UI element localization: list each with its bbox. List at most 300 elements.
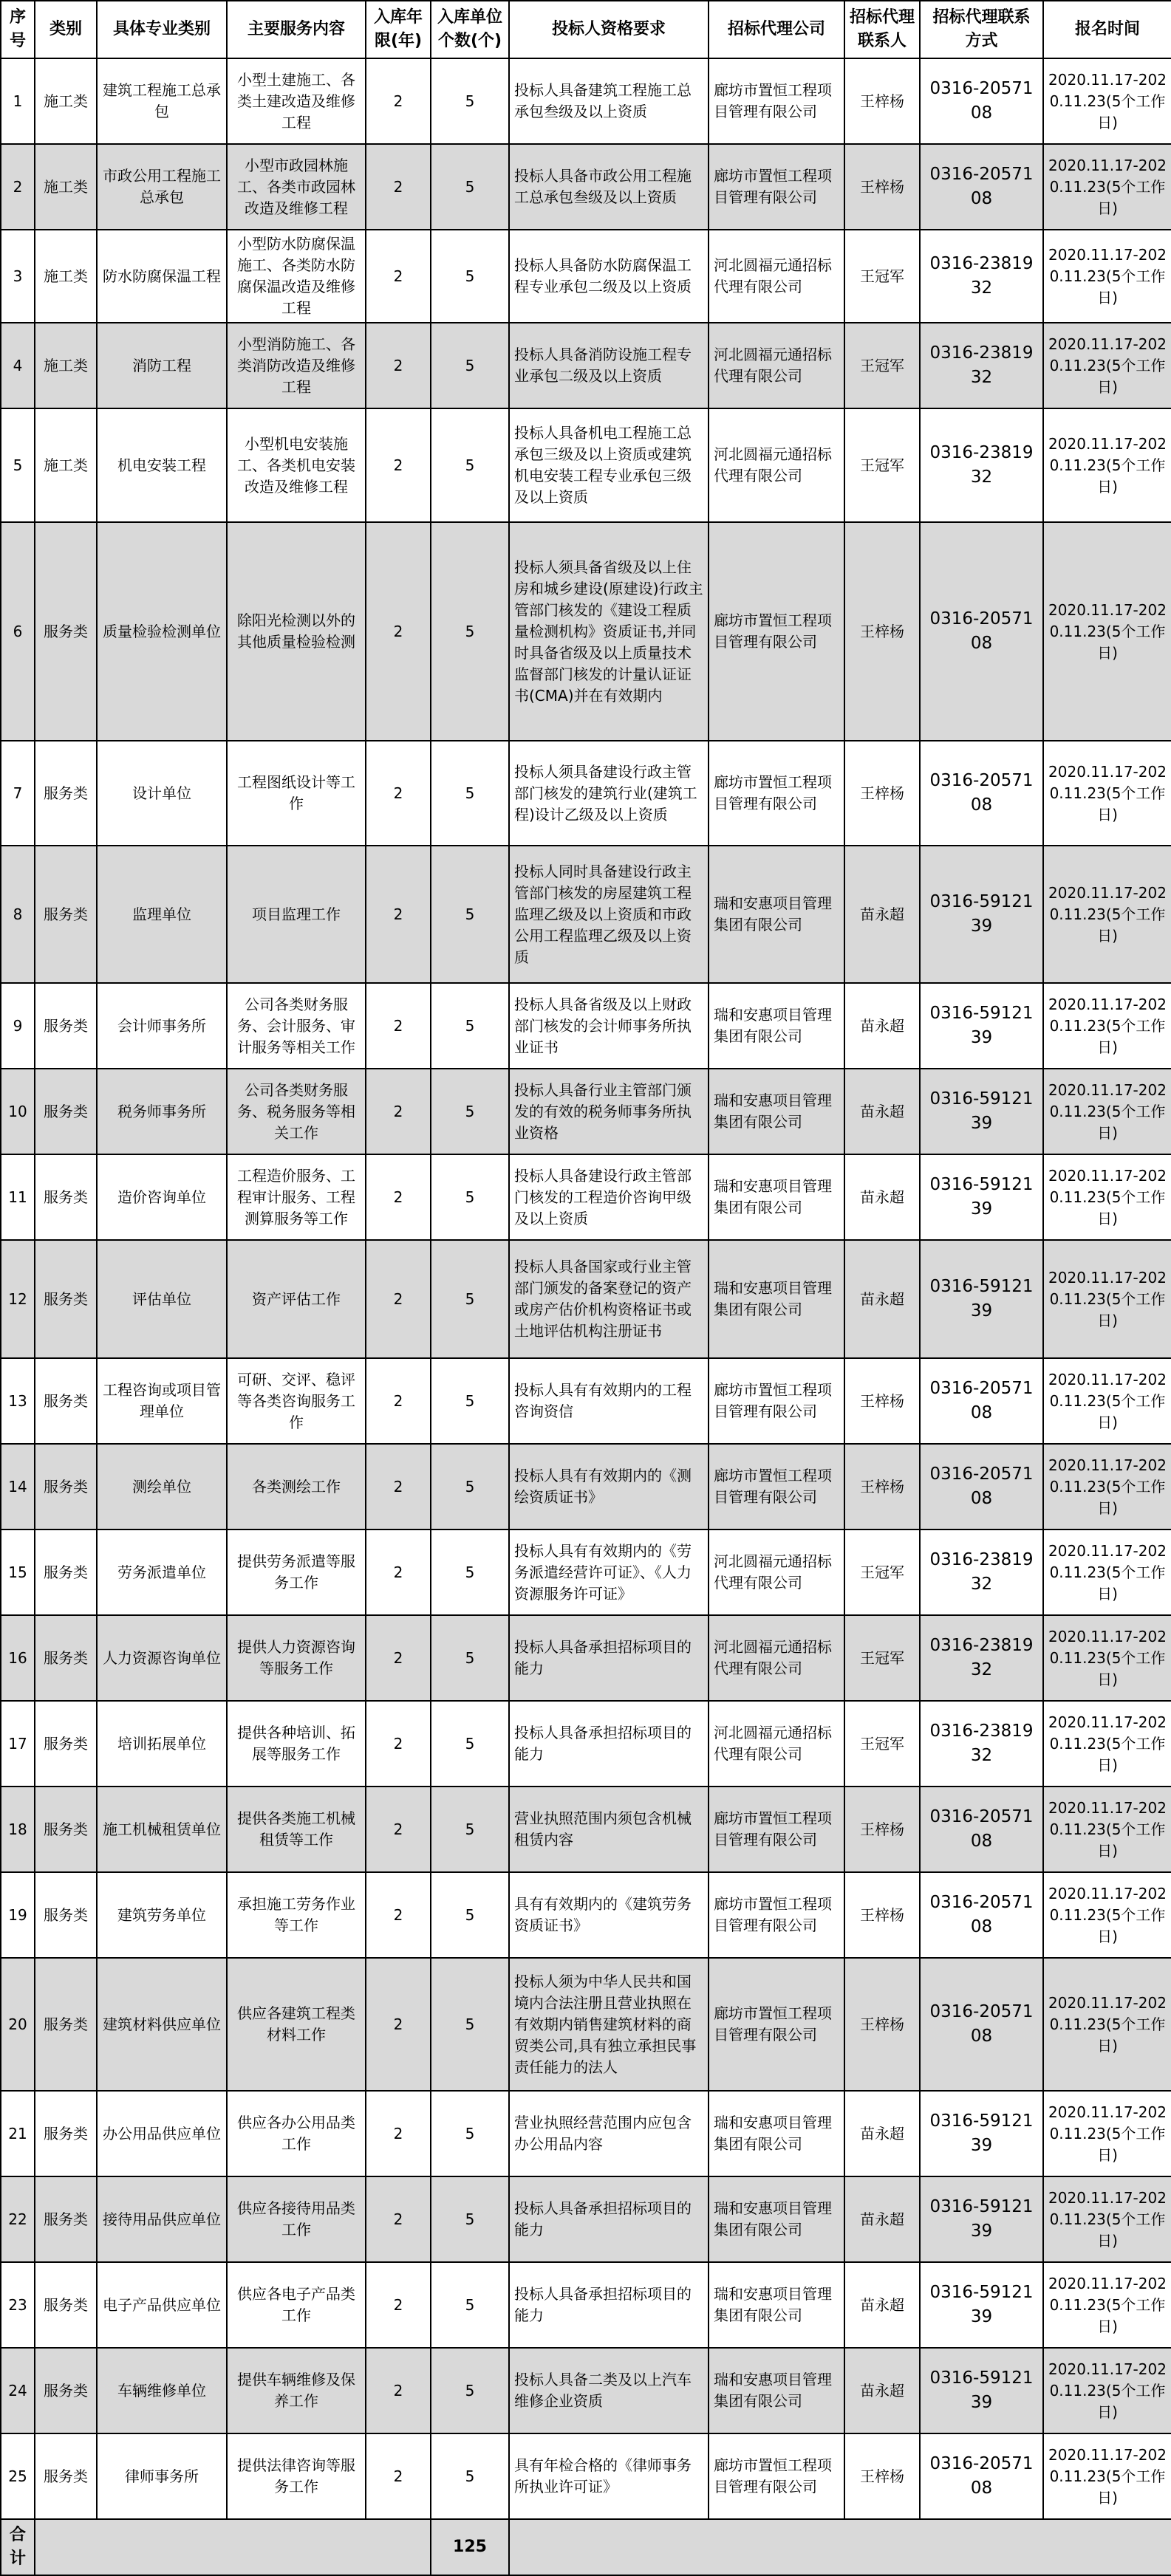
row-date: 2020.11.17-2020.11.23(5个工作日) [1043, 1358, 1171, 1444]
row-number: 22 [1, 2176, 35, 2262]
row-service-content: 供应各建筑工程类材料工作 [227, 1958, 366, 2091]
row-number: 11 [1, 1154, 35, 1240]
row-number: 19 [1, 1872, 35, 1958]
row-category: 服务类 [35, 1358, 97, 1444]
row-number: 20 [1, 1958, 35, 2091]
row-number: 13 [1, 1358, 35, 1444]
row-years: 2 [366, 1444, 431, 1530]
row-service-content: 工程造价服务、工程审计服务、工程测算服务等工作 [227, 1154, 366, 1240]
row-unit-count: 5 [431, 323, 509, 408]
row-phone: 0316-5912139 [920, 2262, 1043, 2348]
row-years: 2 [366, 230, 431, 323]
row-agency: 瑞和安惠项目管理集团有限公司 [709, 983, 844, 1069]
row-number: 16 [1, 1615, 35, 1701]
row-specialty: 造价咨询单位 [97, 1154, 227, 1240]
row-unit-count: 5 [431, 1787, 509, 1872]
header-no: 序号 [1, 1, 35, 58]
total-count: 125 [431, 2519, 509, 2575]
row-requirements: 投标人具有有效期内的《测绘资质证书》 [509, 1444, 709, 1530]
row-service-content: 项目监理工作 [227, 846, 366, 983]
row-number: 5 [1, 408, 35, 522]
row-agency: 瑞和安惠项目管理集团有限公司 [709, 1154, 844, 1240]
row-contact: 王冠军 [844, 323, 920, 408]
header-requirements: 投标人资格要求 [509, 1, 709, 58]
row-unit-count: 5 [431, 1872, 509, 1958]
row-date: 2020.11.17-2020.11.23(5个工作日) [1043, 2176, 1171, 2262]
row-number: 2 [1, 144, 35, 230]
table-row [1, 1444, 1171, 1530]
row-unit-count: 5 [431, 1530, 509, 1615]
row-years: 2 [366, 144, 431, 230]
header-date: 报名时间 [1043, 1, 1171, 58]
row-phone: 0316-2057108 [920, 741, 1043, 846]
row-contact: 王梓杨 [844, 741, 920, 846]
row-phone: 0316-5912139 [920, 2091, 1043, 2176]
row-requirements: 投标人具备市政公用工程施工总承包叁级及以上资质 [509, 144, 709, 230]
row-unit-count: 5 [431, 1240, 509, 1358]
row-specialty: 接待用品供应单位 [97, 2176, 227, 2262]
table-row [1, 1358, 1171, 1444]
row-years: 2 [366, 741, 431, 846]
row-phone: 0316-2057108 [920, 1787, 1043, 1872]
row-service-content: 提供劳务派遣等服务工作 [227, 1530, 366, 1615]
row-specialty: 税务师事务所 [97, 1069, 227, 1154]
table-row [1, 1615, 1171, 1701]
row-years: 2 [366, 2091, 431, 2176]
row-category: 服务类 [35, 983, 97, 1069]
row-contact: 王梓杨 [844, 1872, 920, 1958]
row-specialty: 设计单位 [97, 741, 227, 846]
row-category: 施工类 [35, 230, 97, 323]
row-number: 12 [1, 1240, 35, 1358]
row-phone: 0316-2057108 [920, 522, 1043, 741]
header-phone: 招标代理联系方式 [920, 1, 1043, 58]
row-unit-count: 5 [431, 1701, 509, 1787]
row-number: 1 [1, 58, 35, 144]
row-number: 7 [1, 741, 35, 846]
row-phone: 0316-2381932 [920, 1701, 1043, 1787]
row-contact: 王梓杨 [844, 1787, 920, 1872]
row-contact: 王梓杨 [844, 522, 920, 741]
row-specialty: 办公用品供应单位 [97, 2091, 227, 2176]
row-years: 2 [366, 522, 431, 741]
row-number: 14 [1, 1444, 35, 1530]
row-category: 施工类 [35, 58, 97, 144]
row-service-content: 承担施工劳务作业等工作 [227, 1872, 366, 1958]
row-years: 2 [366, 2262, 431, 2348]
row-number: 18 [1, 1787, 35, 1872]
row-date: 2020.11.17-2020.11.23(5个工作日) [1043, 1069, 1171, 1154]
row-years: 2 [366, 2348, 431, 2433]
row-requirements: 投标人具备行业主管部门颁发的有效的税务师事务所执业资格 [509, 1069, 709, 1154]
row-agency: 河北圆福元通招标代理有限公司 [709, 230, 844, 323]
row-category: 服务类 [35, 1240, 97, 1358]
row-agency: 廊坊市置恒工程项目管理有限公司 [709, 741, 844, 846]
table-row [1, 2433, 1171, 2519]
row-number: 23 [1, 2262, 35, 2348]
row-specialty: 车辆维修单位 [97, 2348, 227, 2433]
row-agency: 瑞和安惠项目管理集团有限公司 [709, 846, 844, 983]
row-contact: 王梓杨 [844, 1958, 920, 2091]
row-unit-count: 5 [431, 1444, 509, 1530]
header-years: 入库年限(年) [366, 1, 431, 58]
row-number: 15 [1, 1530, 35, 1615]
row-date: 2020.11.17-2020.11.23(5个工作日) [1043, 1615, 1171, 1701]
row-date: 2020.11.17-2020.11.23(5个工作日) [1043, 2262, 1171, 2348]
total-blank-left [35, 2519, 431, 2575]
header-service-content: 主要服务内容 [227, 1, 366, 58]
row-service-content: 小型市政园林施工、各类市政园林改造及维修工程 [227, 144, 366, 230]
row-specialty: 监理单位 [97, 846, 227, 983]
row-date: 2020.11.17-2020.11.23(5个工作日) [1043, 408, 1171, 522]
row-unit-count: 5 [431, 1615, 509, 1701]
row-requirements: 投标人具备承担招标项目的能力 [509, 2176, 709, 2262]
row-phone: 0316-2381932 [920, 323, 1043, 408]
row-requirements: 投标人具有有效期内的《劳务派遣经营许可证》、《人力资源服务许可证》 [509, 1530, 709, 1615]
row-specialty: 测绘单位 [97, 1444, 227, 1530]
header-category: 类别 [35, 1, 97, 58]
row-requirements: 投标人具备承担招标项目的能力 [509, 2262, 709, 2348]
row-contact: 王冠军 [844, 230, 920, 323]
row-specialty: 劳务派遣单位 [97, 1530, 227, 1615]
row-years: 2 [366, 846, 431, 983]
row-contact: 王梓杨 [844, 2433, 920, 2519]
row-unit-count: 5 [431, 58, 509, 144]
total-label: 合计 [1, 2519, 35, 2575]
row-requirements: 投标人具备二类及以上汽车维修企业资质 [509, 2348, 709, 2433]
row-agency: 瑞和安惠项目管理集团有限公司 [709, 1240, 844, 1358]
row-agency: 廊坊市置恒工程项目管理有限公司 [709, 144, 844, 230]
row-service-content: 公司各类财务服务、会计服务、审计服务等相关工作 [227, 983, 366, 1069]
row-agency: 廊坊市置恒工程项目管理有限公司 [709, 1358, 844, 1444]
row-years: 2 [366, 2176, 431, 2262]
row-requirements: 具有年检合格的《律师事务所执业许可证》 [509, 2433, 709, 2519]
row-agency: 瑞和安惠项目管理集团有限公司 [709, 2262, 844, 2348]
row-agency: 河北圆福元通招标代理有限公司 [709, 1701, 844, 1787]
row-service-content: 除阳光检测以外的其他质量检验检测 [227, 522, 366, 741]
row-contact: 王梓杨 [844, 144, 920, 230]
row-specialty: 建筑工程施工总承包 [97, 58, 227, 144]
row-years: 2 [366, 1701, 431, 1787]
table-row [1, 846, 1171, 983]
row-service-content: 提供人力资源咨询等服务工作 [227, 1615, 366, 1701]
table-row [1, 1069, 1171, 1154]
row-category: 服务类 [35, 2433, 97, 2519]
row-requirements: 营业执照经营范围内应包含办公用品内容 [509, 2091, 709, 2176]
row-requirements: 投标人具备国家或行业主管部门颁发的备案登记的资产或房产估价机构资格证书或土地评估机构注册证书 [509, 1240, 709, 1358]
row-years: 2 [366, 1069, 431, 1154]
row-category: 服务类 [35, 1787, 97, 1872]
row-agency: 廊坊市置恒工程项目管理有限公司 [709, 1787, 844, 1872]
row-phone: 0316-5912139 [920, 2348, 1043, 2433]
row-agency: 河北圆福元通招标代理有限公司 [709, 323, 844, 408]
row-requirements: 投标人须具备建设行政主管部门核发的建筑行业(建筑工程)设计乙级及以上资质 [509, 741, 709, 846]
row-contact: 王冠军 [844, 1615, 920, 1701]
row-unit-count: 5 [431, 2262, 509, 2348]
row-phone: 0316-2057108 [920, 1444, 1043, 1530]
row-service-content: 公司各类财务服务、税务服务等相关工作 [227, 1069, 366, 1154]
row-years: 2 [366, 983, 431, 1069]
row-years: 2 [366, 1154, 431, 1240]
table-row [1, 1240, 1171, 1358]
row-specialty: 律师事务所 [97, 2433, 227, 2519]
table-body [1, 58, 1171, 2575]
row-category: 服务类 [35, 2091, 97, 2176]
row-specialty: 会计师事务所 [97, 983, 227, 1069]
row-service-content: 可研、交评、稳评等各类咨询服务工作 [227, 1358, 366, 1444]
header-row [1, 1, 1171, 58]
row-date: 2020.11.17-2020.11.23(5个工作日) [1043, 2091, 1171, 2176]
row-category: 服务类 [35, 1530, 97, 1615]
row-agency: 河北圆福元通招标代理有限公司 [709, 408, 844, 522]
row-specialty: 市政公用工程施工总承包 [97, 144, 227, 230]
row-contact: 苗永超 [844, 1240, 920, 1358]
row-specialty: 消防工程 [97, 323, 227, 408]
row-date: 2020.11.17-2020.11.23(5个工作日) [1043, 1240, 1171, 1358]
row-specialty: 电子产品供应单位 [97, 2262, 227, 2348]
row-requirements: 投标人具备承担招标项目的能力 [509, 1701, 709, 1787]
row-date: 2020.11.17-2020.11.23(5个工作日) [1043, 1872, 1171, 1958]
row-specialty: 评估单位 [97, 1240, 227, 1358]
row-date: 2020.11.17-2020.11.23(5个工作日) [1043, 983, 1171, 1069]
row-contact: 苗永超 [844, 1154, 920, 1240]
row-requirements: 投标人具备防水防腐保温工程专业承包二级及以上资质 [509, 230, 709, 323]
row-requirements: 投标人须为中华人民共和国境内合法注册且营业执照在有效期内销售建筑材料的商贸类公司,具有独立承担民事责任能力的法人 [509, 1958, 709, 2091]
row-years: 2 [366, 408, 431, 522]
row-phone: 0316-2057108 [920, 58, 1043, 144]
table-row [1, 2262, 1171, 2348]
row-number: 9 [1, 983, 35, 1069]
row-number: 24 [1, 2348, 35, 2433]
row-phone: 0316-2057108 [920, 1872, 1043, 1958]
row-requirements: 投标人具备省级及以上财政部门核发的会计师事务所执业证书 [509, 983, 709, 1069]
row-requirements: 投标人具有有效期内的工程咨询资信 [509, 1358, 709, 1444]
row-specialty: 建筑材料供应单位 [97, 1958, 227, 2091]
row-phone: 0316-2381932 [920, 1530, 1043, 1615]
row-contact: 王梓杨 [844, 1358, 920, 1444]
row-specialty: 机电安装工程 [97, 408, 227, 522]
row-date: 2020.11.17-2020.11.23(5个工作日) [1043, 1444, 1171, 1530]
row-unit-count: 5 [431, 2348, 509, 2433]
row-specialty: 防水防腐保温工程 [97, 230, 227, 323]
row-service-content: 供应各电子产品类工作 [227, 2262, 366, 2348]
row-requirements: 投标人须具备省级及以上住房和城乡建设(原建设)行政主管部门核发的《建设工程质量检测机构》资质证书,并同时具备省级及以上质量技术监督部门核发的计量认证证书(CMA)并在有效期内 [509, 522, 709, 741]
row-unit-count: 5 [431, 2433, 509, 2519]
row-number: 10 [1, 1069, 35, 1154]
row-agency: 瑞和安惠项目管理集团有限公司 [709, 2348, 844, 2433]
row-unit-count: 5 [431, 1958, 509, 2091]
table-row [1, 1958, 1171, 2091]
row-service-content: 供应各接待用品类工作 [227, 2176, 366, 2262]
row-specialty: 人力资源咨询单位 [97, 1615, 227, 1701]
row-requirements: 投标人具备机电工程施工总承包三级及以上资质或建筑机电安装工程专业承包三级及以上资质 [509, 408, 709, 522]
row-phone: 0316-2381932 [920, 1615, 1043, 1701]
table-row [1, 1787, 1171, 1872]
row-category: 服务类 [35, 1872, 97, 1958]
row-number: 8 [1, 846, 35, 983]
table-row [1, 522, 1171, 741]
row-number: 4 [1, 323, 35, 408]
table-row [1, 1530, 1171, 1615]
row-requirements: 具有有效期内的《建筑劳务资质证书》 [509, 1872, 709, 1958]
row-number: 3 [1, 230, 35, 323]
row-agency: 瑞和安惠项目管理集团有限公司 [709, 1069, 844, 1154]
row-date: 2020.11.17-2020.11.23(5个工作日) [1043, 846, 1171, 983]
row-number: 6 [1, 522, 35, 741]
row-contact: 苗永超 [844, 983, 920, 1069]
table-row [1, 1154, 1171, 1240]
row-unit-count: 5 [431, 741, 509, 846]
row-years: 2 [366, 1958, 431, 2091]
row-category: 服务类 [35, 1615, 97, 1701]
row-category: 施工类 [35, 144, 97, 230]
header-contact: 招标代理联系人 [844, 1, 920, 58]
row-agency: 瑞和安惠项目管理集团有限公司 [709, 2176, 844, 2262]
row-unit-count: 5 [431, 522, 509, 741]
row-date: 2020.11.17-2020.11.23(5个工作日) [1043, 1530, 1171, 1615]
row-contact: 王冠军 [844, 408, 920, 522]
table-row [1, 2176, 1171, 2262]
header-agency: 招标代理公司 [709, 1, 844, 58]
row-date: 2020.11.17-2020.11.23(5个工作日) [1043, 1154, 1171, 1240]
table-row [1, 323, 1171, 408]
row-years: 2 [366, 58, 431, 144]
row-service-content: 提供车辆维修及保养工作 [227, 2348, 366, 2433]
row-service-content: 工程图纸设计等工作 [227, 741, 366, 846]
table-row [1, 408, 1171, 522]
row-category: 服务类 [35, 2348, 97, 2433]
row-specialty: 建筑劳务单位 [97, 1872, 227, 1958]
row-specialty: 工程咨询或项目管理单位 [97, 1358, 227, 1444]
table-row [1, 230, 1171, 323]
row-phone: 0316-2057108 [920, 144, 1043, 230]
row-years: 2 [366, 1787, 431, 1872]
row-date: 2020.11.17-2020.11.23(5个工作日) [1043, 1787, 1171, 1872]
row-date: 2020.11.17-2020.11.23(5个工作日) [1043, 2433, 1171, 2519]
row-years: 2 [366, 1358, 431, 1444]
row-service-content: 提供法律咨询等服务工作 [227, 2433, 366, 2519]
row-unit-count: 5 [431, 1154, 509, 1240]
row-category: 服务类 [35, 1069, 97, 1154]
row-phone: 0316-2381932 [920, 230, 1043, 323]
row-phone: 0316-5912139 [920, 2176, 1043, 2262]
row-phone: 0316-5912139 [920, 1240, 1043, 1358]
row-requirements: 投标人同时具备建设行政主管部门核发的房屋建筑工程监理乙级及以上资质和市政公用工程监理乙级及以上资质 [509, 846, 709, 983]
row-years: 2 [366, 1872, 431, 1958]
row-date: 2020.11.17-2020.11.23(5个工作日) [1043, 323, 1171, 408]
row-unit-count: 5 [431, 2176, 509, 2262]
row-years: 2 [366, 1240, 431, 1358]
row-phone: 0316-5912139 [920, 983, 1043, 1069]
row-number: 17 [1, 1701, 35, 1787]
row-service-content: 小型机电安装施工、各类机电安装改造及维修工程 [227, 408, 366, 522]
row-service-content: 各类测绘工作 [227, 1444, 366, 1530]
row-service-content: 小型防水防腐保温施工、各类防水防腐保温改造及维修工程 [227, 230, 366, 323]
row-date: 2020.11.17-2020.11.23(5个工作日) [1043, 58, 1171, 144]
row-years: 2 [366, 2433, 431, 2519]
table-row [1, 983, 1171, 1069]
row-category: 施工类 [35, 408, 97, 522]
row-contact: 苗永超 [844, 2091, 920, 2176]
row-category: 服务类 [35, 1701, 97, 1787]
total-row [1, 2519, 1171, 2575]
row-category: 服务类 [35, 741, 97, 846]
row-agency: 廊坊市置恒工程项目管理有限公司 [709, 1444, 844, 1530]
row-agency: 廊坊市置恒工程项目管理有限公司 [709, 1872, 844, 1958]
row-agency: 河北圆福元通招标代理有限公司 [709, 1530, 844, 1615]
row-category: 服务类 [35, 2176, 97, 2262]
row-phone: 0316-5912139 [920, 1154, 1043, 1240]
row-date: 2020.11.17-2020.11.23(5个工作日) [1043, 1958, 1171, 2091]
row-category: 施工类 [35, 323, 97, 408]
row-specialty: 施工机械租赁单位 [97, 1787, 227, 1872]
row-category: 服务类 [35, 2262, 97, 2348]
row-agency: 瑞和安惠项目管理集团有限公司 [709, 2091, 844, 2176]
row-phone: 0316-2057108 [920, 2433, 1043, 2519]
row-requirements: 投标人具备承担招标项目的能力 [509, 1615, 709, 1701]
row-category: 服务类 [35, 522, 97, 741]
row-agency: 河北圆福元通招标代理有限公司 [709, 1615, 844, 1701]
table-row [1, 1872, 1171, 1958]
row-contact: 王梓杨 [844, 1444, 920, 1530]
row-agency: 廊坊市置恒工程项目管理有限公司 [709, 1958, 844, 2091]
row-date: 2020.11.17-2020.11.23(5个工作日) [1043, 230, 1171, 323]
row-service-content: 资产评估工作 [227, 1240, 366, 1358]
row-agency: 廊坊市置恒工程项目管理有限公司 [709, 58, 844, 144]
row-unit-count: 5 [431, 144, 509, 230]
row-contact: 王冠军 [844, 1530, 920, 1615]
row-phone: 0316-5912139 [920, 1069, 1043, 1154]
row-phone: 0316-5912139 [920, 846, 1043, 983]
row-requirements: 投标人具备建设行政主管部门核发的工程造价咨询甲级及以上资质 [509, 1154, 709, 1240]
row-requirements: 营业执照范围内须包含机械租赁内容 [509, 1787, 709, 1872]
table-row [1, 144, 1171, 230]
row-date: 2020.11.17-2020.11.23(5个工作日) [1043, 2348, 1171, 2433]
header-specialty: 具体专业类别 [97, 1, 227, 58]
row-agency: 廊坊市置恒工程项目管理有限公司 [709, 2433, 844, 2519]
row-requirements: 投标人具备消防设施工程专业承包二级及以上资质 [509, 323, 709, 408]
row-service-content: 小型土建施工、各类土建改造及维修工程 [227, 58, 366, 144]
table-row [1, 2091, 1171, 2176]
table-row [1, 2348, 1171, 2433]
row-service-content: 供应各办公用品类工作 [227, 2091, 366, 2176]
row-phone: 0316-2057108 [920, 1358, 1043, 1444]
row-contact: 苗永超 [844, 2262, 920, 2348]
table-row [1, 58, 1171, 144]
row-contact: 王冠军 [844, 1701, 920, 1787]
row-phone: 0316-2381932 [920, 408, 1043, 522]
row-unit-count: 5 [431, 230, 509, 323]
row-unit-count: 5 [431, 983, 509, 1069]
row-date: 2020.11.17-2020.11.23(5个工作日) [1043, 522, 1171, 741]
row-unit-count: 5 [431, 408, 509, 522]
row-specialty: 质量检验检测单位 [97, 522, 227, 741]
row-agency: 廊坊市置恒工程项目管理有限公司 [709, 522, 844, 741]
row-years: 2 [366, 323, 431, 408]
row-category: 服务类 [35, 1444, 97, 1530]
header-unit-count: 入库单位个数(个) [431, 1, 509, 58]
row-service-content: 提供各种培训、拓展等服务工作 [227, 1701, 366, 1787]
row-unit-count: 5 [431, 1069, 509, 1154]
row-number: 21 [1, 2091, 35, 2176]
row-service-content: 小型消防施工、各类消防改造及维修工程 [227, 323, 366, 408]
row-category: 服务类 [35, 1154, 97, 1240]
row-date: 2020.11.17-2020.11.23(5个工作日) [1043, 741, 1171, 846]
row-requirements: 投标人具备建筑工程施工总承包叁级及以上资质 [509, 58, 709, 144]
row-contact: 苗永超 [844, 2176, 920, 2262]
row-unit-count: 5 [431, 1358, 509, 1444]
row-unit-count: 5 [431, 846, 509, 983]
